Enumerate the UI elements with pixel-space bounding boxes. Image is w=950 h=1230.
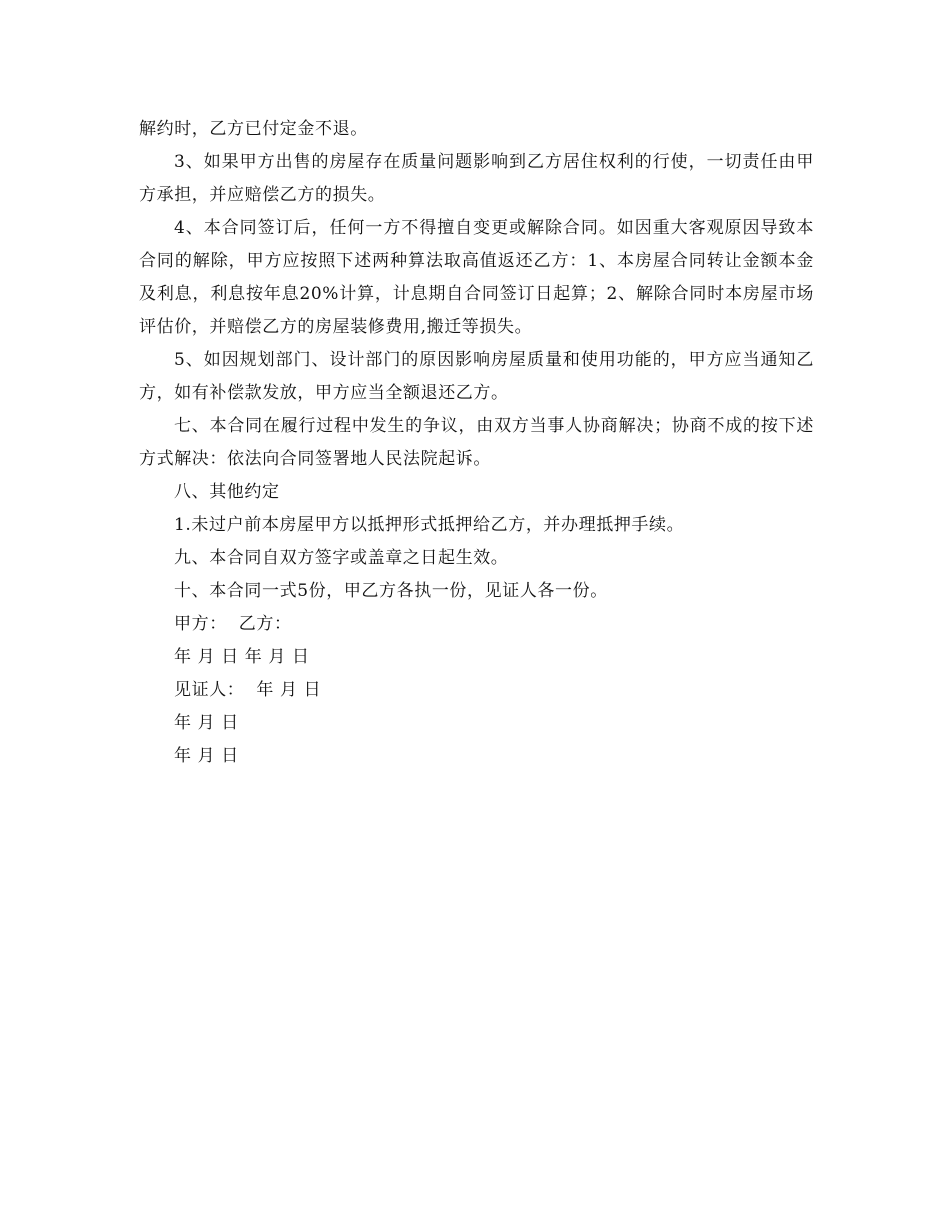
- article-9: 九、本合同自双方签字或盖章之日起生效。: [174, 548, 509, 568]
- paragraph-clause-4: 4、本合同签订后，任何一方不得擅自变更或解除合同。如因重大客观原因导致本合同的解除，甲方应按照下述两种算法取高值返还乙方：1、本房屋合同转让金额本金及利息，利息按年息20%计算，计息期自合同签订日起算；2、解除合同时本房屋市场评估价，并赔偿乙方的房屋装修费用,搬迁等损失。: [139, 218, 814, 337]
- paragraph-clause-5: 5、如因规划部门、设计部门的原因影响房屋质量和使用功能的，甲方应当通知乙方，如有补偿款发放，甲方应当全额退还乙方。: [139, 350, 814, 403]
- article-8-heading: 八、其他约定: [174, 482, 280, 502]
- signature-date-line-1: 年 月 日: [174, 713, 239, 733]
- signature-parties: 甲方： 乙方：: [174, 614, 292, 634]
- document-body: [139, 113, 814, 773]
- signature-dates-parties: 年 月 日 年 月 日: [174, 647, 310, 667]
- paragraph-clause-3: 3、如果甲方出售的房屋存在质量问题影响到乙方居住权利的行使，一切责任由甲方承担，并应赔偿乙方的损失。: [139, 152, 814, 205]
- paragraph-article-7: 七、本合同在履行过程中发生的争议，由双方当事人协商解决；协商不成的按下述方式解决：依法向合同签署地人民法院起诉。: [139, 416, 814, 469]
- article-10: 十、本合同一式5份，甲乙方各执一份，见证人各一份。: [174, 581, 608, 601]
- article-8-item-1: 1.未过户前本房屋甲方以抵押形式抵押给乙方，并办理抵押手续。: [174, 515, 685, 535]
- signature-witness: 见证人： 年 月 日: [174, 680, 322, 700]
- paragraph-continuation: 解约时，乙方已付定金不退。: [139, 119, 368, 139]
- signature-date-line-2: 年 月 日: [174, 746, 239, 766]
